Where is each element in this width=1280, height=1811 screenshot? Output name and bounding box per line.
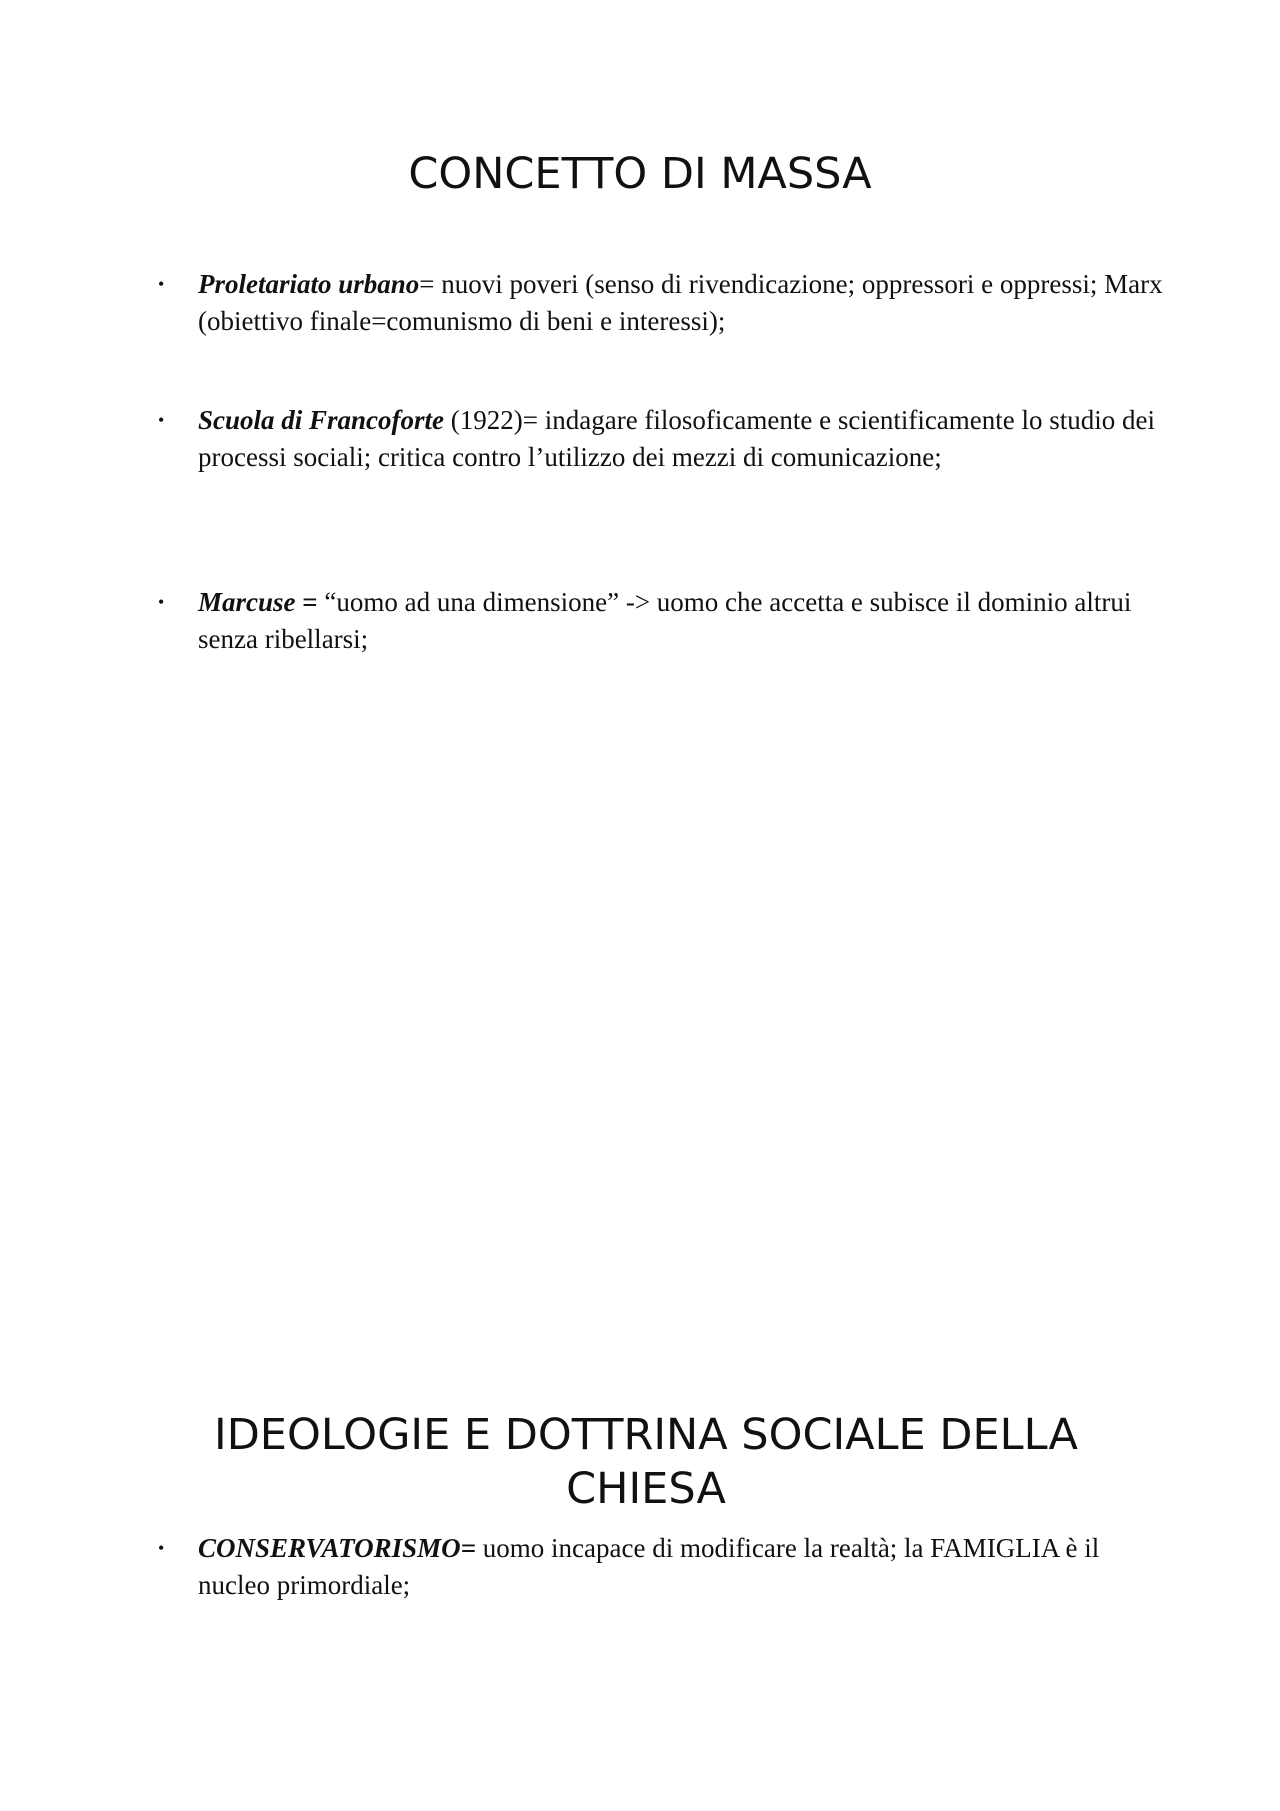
bullet-icon: •: [158, 274, 165, 294]
bullet-icon: •: [158, 592, 165, 612]
definition-text: “uomo ad una dimensione” -> uomo che accetta e subisce il dominio altrui senza ribellarsi;: [198, 587, 1132, 654]
heading-line: IDEOLOGIE E DOTTRINA SOCIALE DELLA: [214, 1410, 1078, 1460]
list-item-conservatorismo: [155, 1530, 1165, 1604]
list-item-text: [198, 402, 1165, 476]
term-label: Marcuse: [198, 587, 296, 617]
list-item-text: [198, 584, 1165, 658]
bullet-icon: •: [158, 1538, 165, 1558]
term-suffix: =: [295, 587, 318, 617]
definition-text: (1922)= indagare filosoficamente e scientificamente lo studio dei processi sociali; critica contro l’utilizzo dei mezzi di comunicazione;: [198, 405, 1156, 472]
term-label: Scuola di Francoforte: [198, 405, 445, 435]
list-item-text: [198, 266, 1165, 340]
definition-text: = nuovi poveri (senso di rivendicazione; oppressori e oppressi; Marx (obiettivo finale=comunismo di beni e interessi);: [198, 269, 1163, 336]
list-item-scuola-francoforte: [155, 402, 1165, 476]
list-item-text: [198, 1530, 1165, 1604]
section-heading-ideologie: [0, 1408, 1280, 1516]
list-item-proletariato: [155, 266, 1165, 340]
section-heading-concetto-di-massa: CONCETTO DI MASSA: [408, 149, 872, 199]
heading-line: CHIESA: [566, 1464, 726, 1514]
term-label: Proletariato urbano: [198, 269, 420, 299]
definition-text: uomo incapace di modificare la realtà; la FAMIGLIA è il nucleo primordiale;: [198, 1533, 1100, 1600]
term-label: CONSERVATORISMO=: [198, 1533, 477, 1563]
bullet-icon: •: [158, 410, 165, 430]
list-item-marcuse: [155, 584, 1165, 658]
